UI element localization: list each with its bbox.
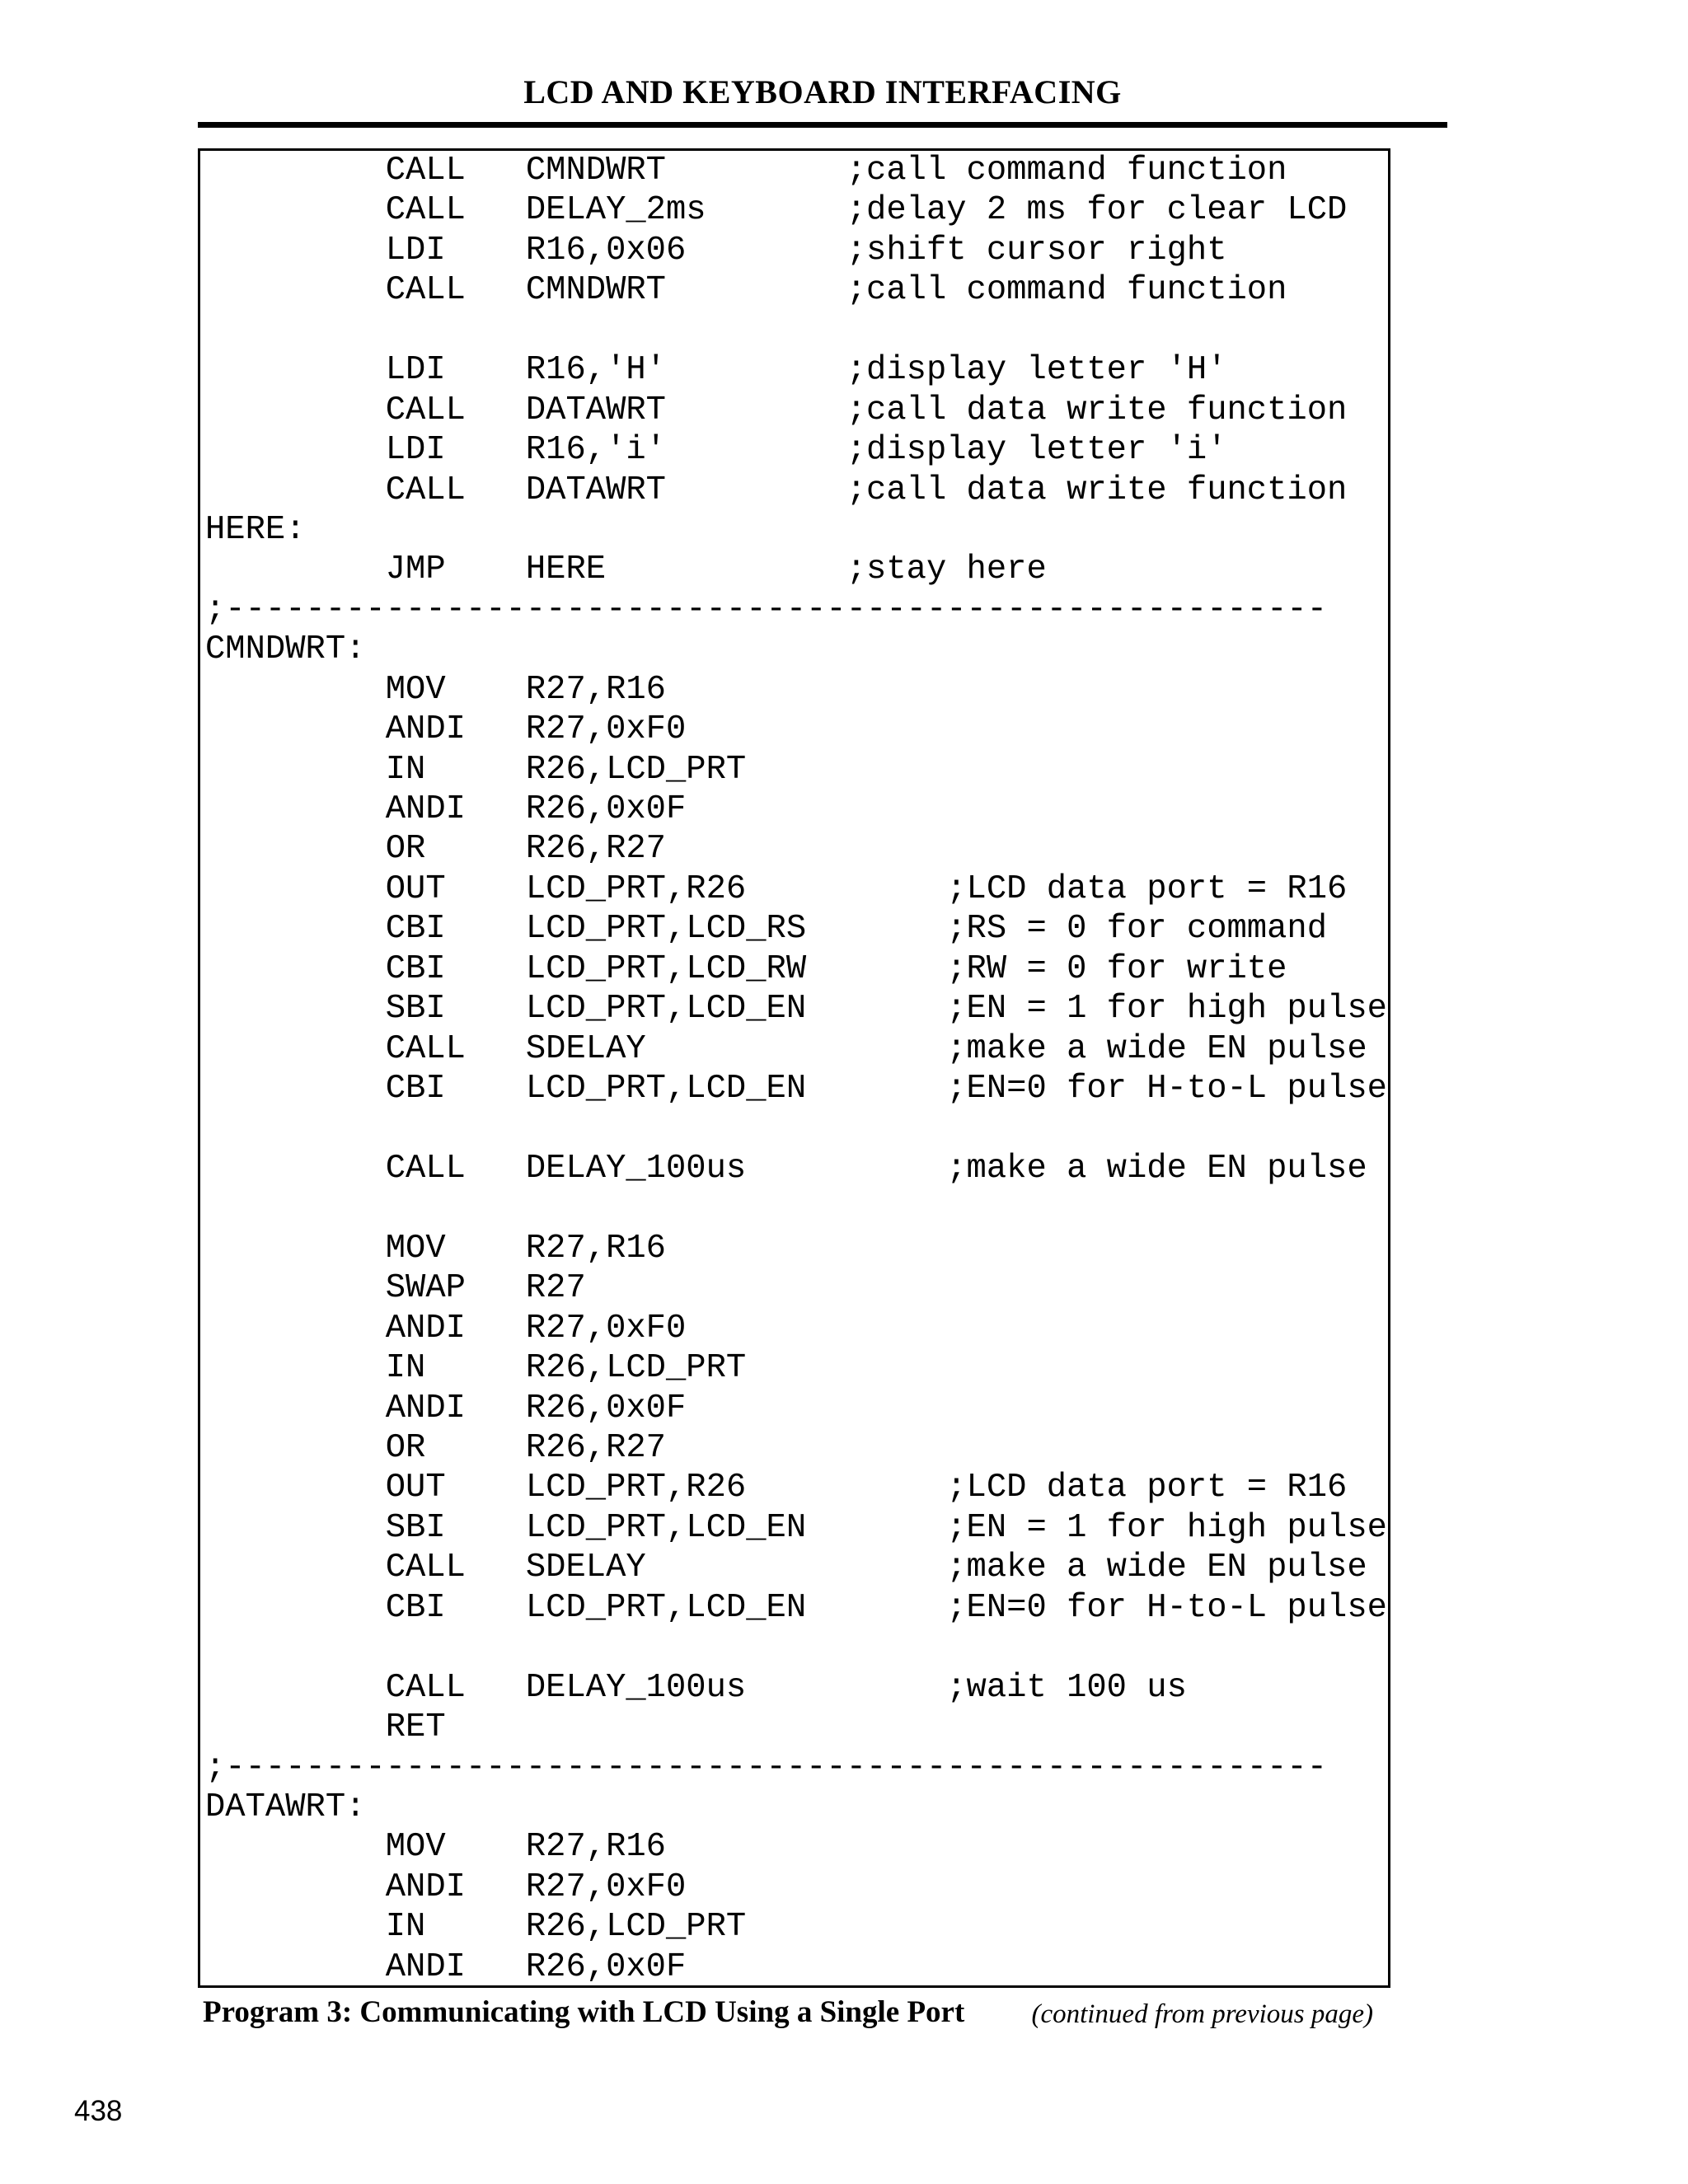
code-line: IN R26,LCD_PRT [205,1908,747,1947]
code-line: OR R26,R27 [205,830,666,869]
code-line: CBI LCD_PRT,LCD_RW ;RW = 0 for write [205,949,1287,988]
code-line: CALL DELAY_100us ;wait 100 us [205,1668,1187,1707]
code-line: LDI R16,'i' ;display letter 'i' [205,431,1227,470]
code-line: ANDI R26,0x0F [205,790,687,828]
code-line: CALL DATAWRT ;call data write function [205,391,1348,429]
code-line: RET [205,1708,446,1747]
code-line: OR R26,R27 [205,1429,666,1467]
code-line [205,1109,1387,1149]
code-line: ANDI R26,0x0F [205,1389,687,1427]
code-line: CBI LCD_PRT,LCD_RS ;RS = 0 for command [205,910,1328,949]
program-caption [203,1991,1390,2034]
code-line [205,311,1387,350]
caption-title: Program 3: Communicating with LCD Using a Single Port [203,1995,965,2029]
code-line: OUT LCD_PRT,R26 ;LCD data port = R16 [205,1469,1348,1507]
code-line: CALL SDELAY ;make a wide EN pulse [205,1029,1367,1068]
code-line: ANDI R27,0xF0 [205,710,687,749]
code-line: CBI LCD_PRT,LCD_EN ;EN=0 for H-to-L pulse [205,1070,1387,1108]
program-listing-box [198,148,1390,1988]
code-line: MOV R27,R16 [205,1828,666,1867]
caption-note: (continued from previous page) [1031,1999,1373,2029]
page-number: 438 [74,2095,123,2127]
code-line: CALL CMNDWRT ;call command function [205,152,1287,190]
header-rule [198,122,1447,128]
running-header: LCD AND KEYBOARD INTERFACING [523,73,1122,110]
code-line: DATAWRT: [205,1788,366,1826]
code-line [205,1628,1387,1667]
code-line: CALL CMNDWRT ;call command function [205,271,1287,310]
code-line: OUT LCD_PRT,R26 ;LCD data port = R16 [205,869,1348,908]
code-line: CALL DELAY_2ms ;delay 2 ms for clear LCD [205,191,1348,230]
code-line: CBI LCD_PRT,LCD_EN ;EN=0 for H-to-L pulse [205,1588,1387,1627]
code-line: CALL DELAY_100us ;make a wide EN pulse [205,1149,1367,1188]
code-line: ;------------------------------------------------------- [205,1748,1328,1787]
code-line: LDI R16,0x06 ;shift cursor right [205,231,1227,269]
code-line: JMP HERE ;stay here [205,551,1047,589]
code-line: LDI R16,'H' ;display letter 'H' [205,351,1227,390]
code-line: ANDI R27,0xF0 [205,1868,687,1906]
program-code [205,151,1387,1987]
code-line: CMNDWRT: [205,630,366,669]
code-line: IN R26,LCD_PRT [205,750,747,789]
code-line: ANDI R26,0x0F [205,1947,687,1986]
code-line: ANDI R27,0xF0 [205,1309,687,1347]
code-line: HERE: [205,510,306,549]
code-line: SWAP R27 [205,1269,586,1308]
code-line: MOV R27,R16 [205,670,666,709]
code-line: IN R26,LCD_PRT [205,1349,747,1388]
code-line: CALL SDELAY ;make a wide EN pulse [205,1549,1367,1587]
code-line: CALL DATAWRT ;call data write function [205,471,1348,509]
code-line: MOV R27,R16 [205,1229,666,1268]
code-line: SBI LCD_PRT,LCD_EN ;EN = 1 for high pulse [205,990,1387,1029]
code-line [205,1188,1387,1228]
code-line: ;------------------------------------------------------- [205,590,1328,629]
code-line: SBI LCD_PRT,LCD_EN ;EN = 1 for high pulse [205,1508,1387,1547]
